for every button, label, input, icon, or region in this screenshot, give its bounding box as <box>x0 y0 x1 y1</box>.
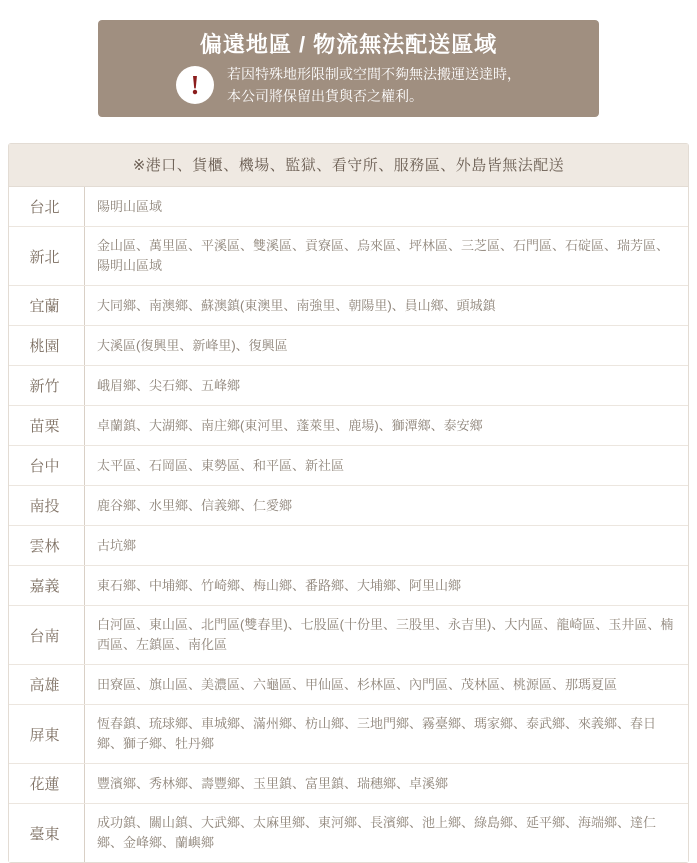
table-row <box>9 326 688 366</box>
row-areas: 成功鎮、關山鎮、大武鄉、太麻里鄉、東河鄉、長濱鄉、池上鄉、綠島鄉、延平鄉、海端鄉、達仁鄉、金峰鄉、蘭嶼鄉 <box>97 815 657 850</box>
row-city: 臺東 <box>9 804 85 862</box>
row-areas: 陽明山區域 <box>97 198 163 214</box>
table-note: ※港口、貨櫃、機場、監獄、看守所、服務區、外島皆無法配送 <box>9 144 688 187</box>
row-city: 高雄 <box>9 665 85 704</box>
row-city: 宜蘭 <box>9 286 85 325</box>
table-row <box>9 366 688 406</box>
row-city: 苗栗 <box>9 406 85 445</box>
row-city: 台北 <box>9 187 85 226</box>
row-areas: 太平區、石岡區、東勢區、和平區、新社區 <box>97 457 345 473</box>
table-row <box>9 446 688 486</box>
row-areas: 恆春鎮、琉球鄉、車城鄉、滿州鄉、枋山鄉、三地門鄉、霧臺鄉、瑪家鄉、泰武鄉、來義鄉、春日鄉、獅子鄉、牡丹鄉 <box>97 716 657 751</box>
table-row <box>9 665 688 705</box>
row-city: 桃園 <box>9 326 85 365</box>
row-city: 新北 <box>9 227 85 285</box>
row-areas: 峨眉鄉、尖石鄉、五峰鄉 <box>97 377 241 393</box>
banner-text <box>227 63 521 107</box>
row-city: 台南 <box>9 606 85 664</box>
row-city: 南投 <box>9 486 85 525</box>
banner-title: 偏遠地區 / 物流無法配送區域 <box>199 32 498 57</box>
row-city: 嘉義 <box>9 566 85 605</box>
notice-banner <box>98 20 599 117</box>
row-areas: 東石鄉、中埔鄉、竹崎鄉、梅山鄉、番路鄉、大埔鄉、阿里山鄉 <box>97 577 462 593</box>
table-row <box>9 764 688 804</box>
row-areas: 田寮區、旗山區、美濃區、六龜區、甲仙區、杉林區、內門區、茂林區、桃源區、那瑪夏區 <box>97 676 618 692</box>
row-areas: 卓蘭鎮、大湖鄉、南庄鄉(東河里、蓬萊里、鹿場)、獅潭鄉、泰安鄉 <box>97 417 483 433</box>
table-row <box>9 526 688 566</box>
row-city: 花蓮 <box>9 764 85 803</box>
row-city: 屏東 <box>9 705 85 763</box>
row-areas: 金山區、萬里區、平溪區、雙溪區、貢寮區、烏來區、坪林區、三芝區、石門區、石碇區、瑞芳區、陽明山區域 <box>97 238 670 273</box>
table-row <box>9 804 688 862</box>
table-row <box>9 486 688 526</box>
row-areas: 白河區、東山區、北門區(雙春里)、七股區(十份里、三股里、永吉里)、大内區、龍崎區、玉井區、楠西區、左鎮區、南化區 <box>97 617 674 652</box>
row-areas: 豐濱鄉、秀林鄉、壽豐鄉、玉里鎮、富里鎮、瑞穗鄉、卓溪鄉 <box>97 775 449 791</box>
row-city: 雲林 <box>9 526 85 565</box>
banner-text-line2: 本公司將保留出貨與否之權利。 <box>227 88 423 104</box>
row-areas: 古坑鄉 <box>97 537 137 553</box>
row-areas: 鹿谷鄉、水里鄉、信義鄉、仁愛鄉 <box>97 497 293 513</box>
table-row <box>9 227 688 286</box>
banner-body <box>176 63 521 107</box>
table-row <box>9 406 688 446</box>
table-row <box>9 705 688 764</box>
row-city: 台中 <box>9 446 85 485</box>
table-row <box>9 606 688 665</box>
row-areas: 大同鄉、南澳鄉、蘇澳鎮(東澳里、南強里、朝陽里)、員山鄉、頭城鎮 <box>97 297 496 313</box>
row-areas: 大溪區(復興里、新峰里)、復興區 <box>97 337 288 353</box>
table-row <box>9 187 688 227</box>
table-row <box>9 566 688 606</box>
table-row <box>9 286 688 326</box>
table-body <box>9 187 688 862</box>
banner-text-line1: 若因特殊地形限制或空間不夠無法搬運送達時， <box>227 66 521 82</box>
row-city: 新竹 <box>9 366 85 405</box>
exclamation-icon: ! <box>176 66 214 104</box>
delivery-restriction-table <box>8 143 689 863</box>
